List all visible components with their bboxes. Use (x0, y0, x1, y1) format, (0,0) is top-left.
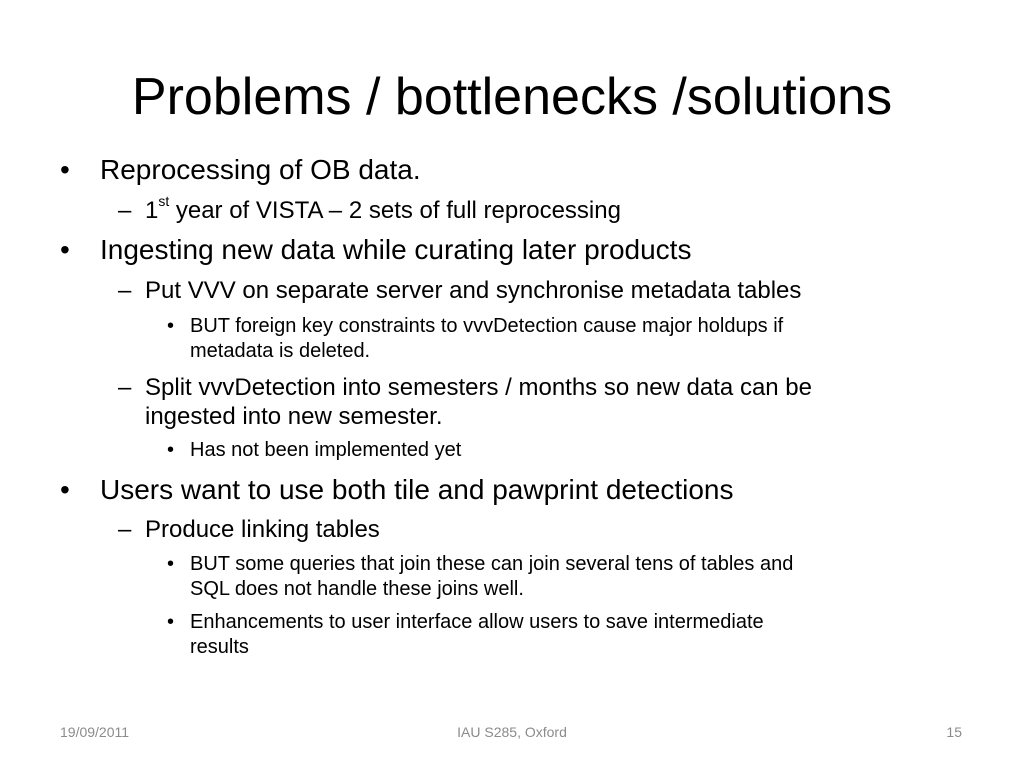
sub-sub-bullet-not-implemented: Has not been implemented yet (190, 439, 462, 461)
sub-sub-bullet-queries-join-cont: SQL does not handle these joins well. (190, 578, 524, 600)
sub-bullet-marker: – (118, 516, 132, 543)
ordinal-number: 1 (145, 197, 159, 224)
bullet-ingesting: Ingesting new data while curating later products (100, 234, 692, 265)
ordinal-suffix: st (158, 193, 170, 210)
sub-sub-bullet-enhancements-cont: results (190, 636, 249, 658)
bullet-marker: • (60, 474, 70, 505)
sub-bullet-vista-year (145, 193, 621, 225)
sub-sub-bullet-foreign-key-cont: metadata is deleted. (190, 340, 371, 362)
bullet-marker: • (60, 234, 70, 265)
sub-sub-bullet-marker: • (167, 315, 175, 337)
sub-bullet-linking-tables: Produce linking tables (145, 516, 380, 543)
sub-bullet-split-detection: Split vvvDetection into semesters / months so new data can be (145, 374, 812, 401)
sub-sub-bullet-marker: • (167, 611, 175, 633)
sub-sub-bullet-queries-join: BUT some queries that join these can join several tens of tables and (190, 553, 794, 575)
footer-page-number: 15 (946, 724, 962, 740)
footer-date: 19/09/2011 (60, 724, 130, 740)
sub-bullet-separate-server: Put VVV on separate server and synchronise metadata tables (145, 277, 802, 304)
sub-sub-bullet-marker: • (167, 439, 175, 461)
sub-sub-bullet-enhancements: Enhancements to user interface allow users to save intermediate (190, 611, 764, 633)
sub-sub-bullet-marker: • (167, 553, 175, 575)
sub-bullet-marker: – (118, 197, 132, 224)
bullet-users-want: Users want to use both tile and pawprint detections (100, 474, 734, 505)
sub-sub-bullet-foreign-key: BUT foreign key constraints to vvvDetection cause major holdups if (190, 315, 784, 337)
bullet-reprocessing: Reprocessing of OB data. (100, 154, 421, 185)
bullet-marker: • (60, 154, 70, 185)
footer-event: IAU S285, Oxford (457, 724, 567, 740)
sub-bullet-marker: – (118, 374, 132, 401)
sub-bullet-split-detection-cont: ingested into new semester. (145, 403, 443, 430)
sub-bullet-vista-text: year of VISTA – 2 sets of full reprocessing (169, 197, 621, 224)
slide-title: Problems / bottlenecks /solutions (131, 68, 893, 126)
sub-bullet-marker: – (118, 277, 132, 304)
